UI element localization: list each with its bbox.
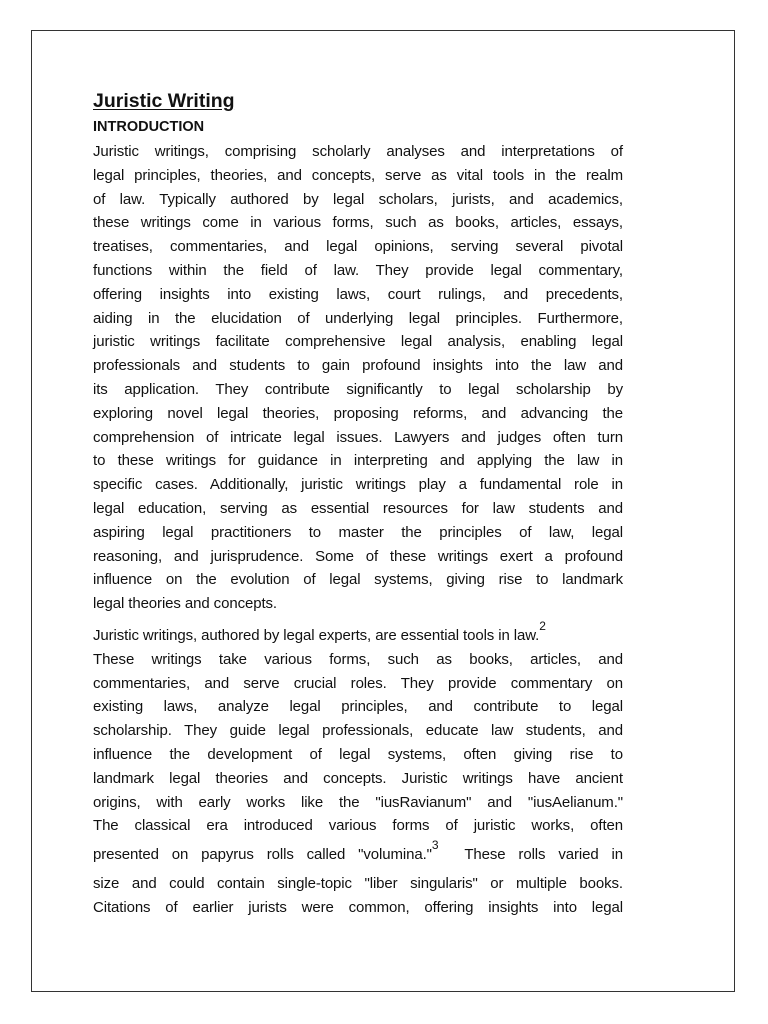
paragraph-line xyxy=(93,838,623,872)
paragraph-line: treatises, commentaries, and legal opinions, serving several pivotal xyxy=(93,238,623,256)
paragraph-line xyxy=(93,618,623,648)
paragraph-line: to these writings for guidance in interpreting and applying the law in xyxy=(93,452,623,470)
paragraph-line: commentaries, and serve crucial roles. They provide commentary on xyxy=(93,674,623,692)
paragraph-line: Juristic writings, comprising scholarly analyses and interpretations of xyxy=(93,143,623,160)
paragraph-line: influence the development of legal systems, often giving rise to xyxy=(93,745,623,763)
paragraph-line: legal theories and concepts. xyxy=(93,595,277,613)
paragraph-introduction xyxy=(93,140,623,616)
paragraph-line: its application. They contribute significantly to legal scholarship by xyxy=(93,380,623,398)
paragraph-line: origins, with early works like the "iusRavianum" and "iusAelianum." xyxy=(93,793,623,811)
paragraph-line: influence on the evolution of legal systems, giving rise to landmark xyxy=(93,571,623,589)
paragraph-line: offering insights into existing laws, court rulings, and precedents, xyxy=(93,285,623,303)
paragraph-line: of law. Typically authored by legal scholars, jurists, and academics, xyxy=(93,190,623,208)
paragraph-line: scholarship. They guide legal professionals, educate law students, and xyxy=(93,722,623,740)
paragraph-line: professionals and students to gain profound insights into the law and xyxy=(93,357,623,375)
paragraph-line: Citations of earlier jurists were common, offering insights into legal xyxy=(93,898,623,916)
paragraph-line: these writings come in various forms, such as books, articles, essays, xyxy=(93,214,623,232)
paragraph-line: size and could contain single-topic "liber singularis" or multiple books. xyxy=(93,875,623,893)
footnote-marker: 3 xyxy=(431,838,439,853)
paragraph-line: comprehension of intricate legal issues. Lawyers and judges often turn xyxy=(93,428,623,446)
paragraph-line: existing laws, analyze legal principles, and contribute to legal xyxy=(93,698,623,716)
paragraph-line: functions within the field of law. They provide legal commentary, xyxy=(93,261,623,279)
paragraph-line: specific cases. Additionally, juristic writings play a fundamental role in xyxy=(93,476,623,494)
footnote-marker: 2 xyxy=(539,618,546,633)
paragraph-line-text: These rolls varied in xyxy=(464,846,624,864)
paragraph-line: The classical era introduced various forms of juristic works, often xyxy=(93,817,623,835)
paragraph-line: aspiring legal practitioners to master the principles of law, legal xyxy=(93,523,623,541)
document-body xyxy=(93,88,623,920)
paragraph-juristic-writings xyxy=(93,618,624,920)
document-title: Juristic Writing xyxy=(93,90,235,112)
section-heading: INTRODUCTION xyxy=(93,119,205,135)
paragraph-line: exploring novel legal theories, proposing reforms, and advancing the xyxy=(93,404,623,422)
paragraph-line-text: Juristic writings, authored by legal experts, are essential tools in law. xyxy=(93,626,540,644)
paragraph-line: legal education, serving as essential resources for law students and xyxy=(93,499,623,517)
paragraph-line: aiding in the elucidation of underlying legal principles. Furthermore, xyxy=(93,309,623,327)
paragraph-line-text: presented on papyrus rolls called "volumina." xyxy=(93,846,432,864)
paragraph-line: reasoning, and jurisprudence. Some of these writings exert a profound xyxy=(93,547,623,565)
paragraph-line: juristic writings facilitate comprehensive legal analysis, enabling legal xyxy=(93,333,623,351)
paragraph-line: legal principles, theories, and concepts, serve as vital tools in the realm xyxy=(93,166,623,184)
paragraph-line: landmark legal theories and concepts. Juristic writings have ancient xyxy=(93,769,623,787)
paragraph-line: These writings take various forms, such as books, articles, and xyxy=(93,650,623,668)
